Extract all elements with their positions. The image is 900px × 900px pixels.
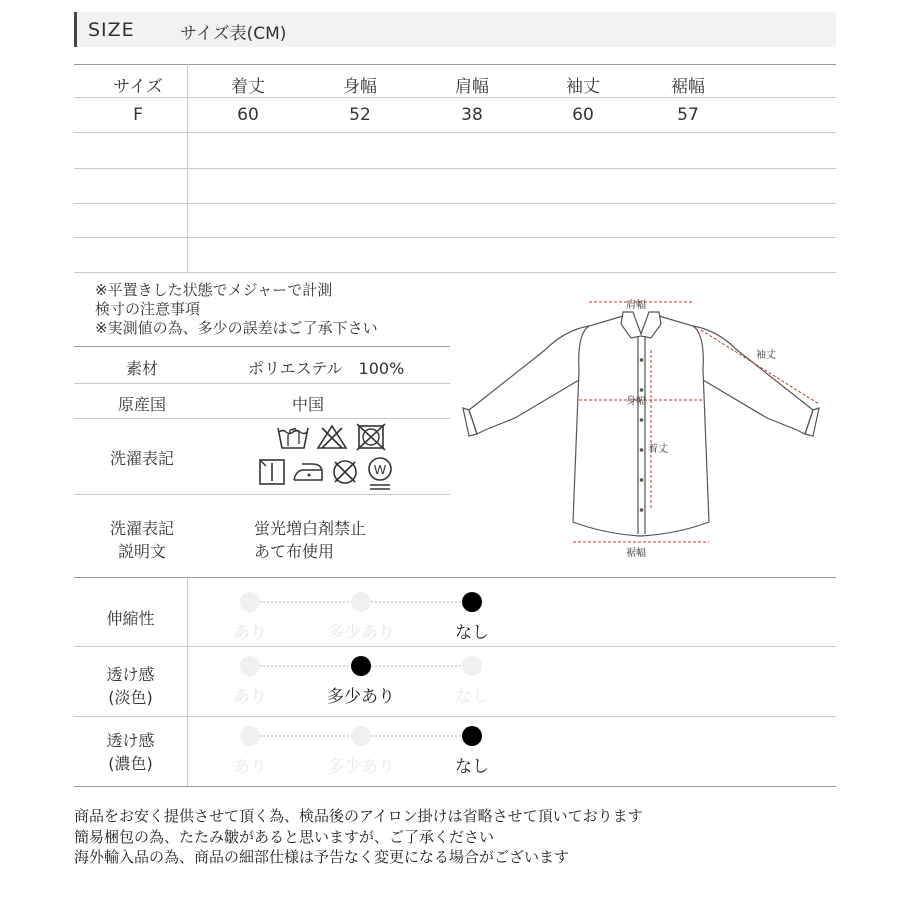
iron-low-icon [290,460,326,484]
info-line [74,383,450,384]
sheer-dark-option-dot [351,726,371,746]
table-divider [187,64,188,272]
footer-line-2: 簡易梱包の為、たたみ皺があると思いますが、ご了承ください [74,828,495,846]
sleeve-measure-label: 袖丈 [756,350,776,361]
stretch-option-dot [240,592,260,612]
note-line-1: ※平置きした状態でメジャーで計測 [95,281,333,299]
material-label: 素材 [125,359,158,378]
sheer-dark-option-dot [240,726,260,746]
length-cell: 60 [237,105,259,125]
sheer-light-option-dot-selected [351,656,371,676]
sheer-dark-label-2: (濃色) [108,754,153,773]
header-accent [74,12,77,47]
table-line [74,97,836,98]
no-tumble-dry-icon [356,423,386,451]
no-bleach-icon [316,424,348,450]
size-title: SIZE [88,19,135,41]
no-dry-clean-icon [330,458,360,486]
note-line-3: ※実測値の為、多少の誤差はご了承下さい [95,319,378,337]
svg-text:W: W [373,462,387,477]
wet-clean-icon [366,457,394,491]
size-subtitle: サイズ表(CM) [180,24,287,44]
info-line [74,494,450,495]
material-value: ポリエステル 100% [248,359,405,378]
stretch-option-dot [351,592,371,612]
table-line [74,272,836,273]
table-line [74,132,836,133]
sheer-dark-option-label: あり [233,757,267,777]
sleeve-length-cell: 60 [572,105,594,125]
scale-line [74,716,836,717]
stretch-option-label-selected: なし [455,623,489,643]
shoulder-measure-label: 肩幅 [626,300,646,311]
scale-line [74,646,836,647]
stretch-option-label: あり [233,623,267,643]
care-desc-label-1: 洗濯表記 [109,519,174,538]
hand-wash-icon [276,422,310,452]
length-header: 着丈 [231,77,265,97]
size-cell: F [133,105,143,125]
care-label: 洗濯表記 [109,449,174,468]
body-width-header: 身幅 [343,77,377,97]
sheer-light-label-2: (淡色) [108,688,153,707]
sheer-light-option-dot [462,656,482,676]
sheer-dark-option-dot-selected [462,726,482,746]
hem-width-cell: 57 [677,105,699,125]
stretch-option-dot-selected [462,592,482,612]
line-dry-icon [258,458,286,486]
sheer-dark-label-1: 透け感 [106,731,155,750]
scale-bottom-border [74,786,836,787]
footer-line-3: 海外輸入品の為、商品の細部仕様は予告なく変更になる場合がございます [74,848,570,866]
info-top-border [74,346,450,347]
shirt-diagram [455,290,835,560]
sheer-light-option-dot [240,656,260,676]
sheer-light-option-label: なし [455,687,489,707]
table-line [74,203,836,204]
care-desc-label-2: 説明文 [117,542,166,561]
sheer-dark-option-label-selected: なし [455,757,489,777]
note-line-2: 検寸の注意事項 [95,300,201,318]
sheer-light-option-label: あり [233,687,267,707]
body-width-measure-label: 身幅 [626,396,646,407]
shoulder-width-header: 肩幅 [455,77,489,97]
origin-label: 原産国 [117,395,166,414]
sheer-light-label-1: 透け感 [106,665,155,684]
size-header: サイズ [113,77,163,97]
table-line [74,237,836,238]
length-measure-label: 着丈 [648,444,668,455]
body-width-cell: 52 [349,105,371,125]
hem-width-header: 裾幅 [671,77,705,97]
scale-divider [187,577,188,786]
table-line [74,168,836,169]
sleeve-length-header: 袖丈 [566,77,600,97]
info-line [74,418,450,419]
footer-line-1: 商品をお安く提供させて頂く為、検品後のアイロン掛けは省略させて頂いております [74,807,643,825]
shoulder-width-cell: 38 [461,105,483,125]
sheer-light-option-label-selected: 多少あり [327,687,395,707]
stretch-option-label: 多少あり [327,623,395,643]
care-desc-value-2: あて布使用 [254,542,335,561]
stretch-label: 伸縮性 [106,609,155,628]
care-desc-value-1: 蛍光増白剤禁止 [254,519,367,538]
hem-measure-label: 裾幅 [626,548,646,559]
info-bottom-border [74,577,836,578]
origin-value: 中国 [292,395,325,414]
sheer-dark-option-label: 多少あり [327,757,395,777]
table-top-border [74,64,836,65]
